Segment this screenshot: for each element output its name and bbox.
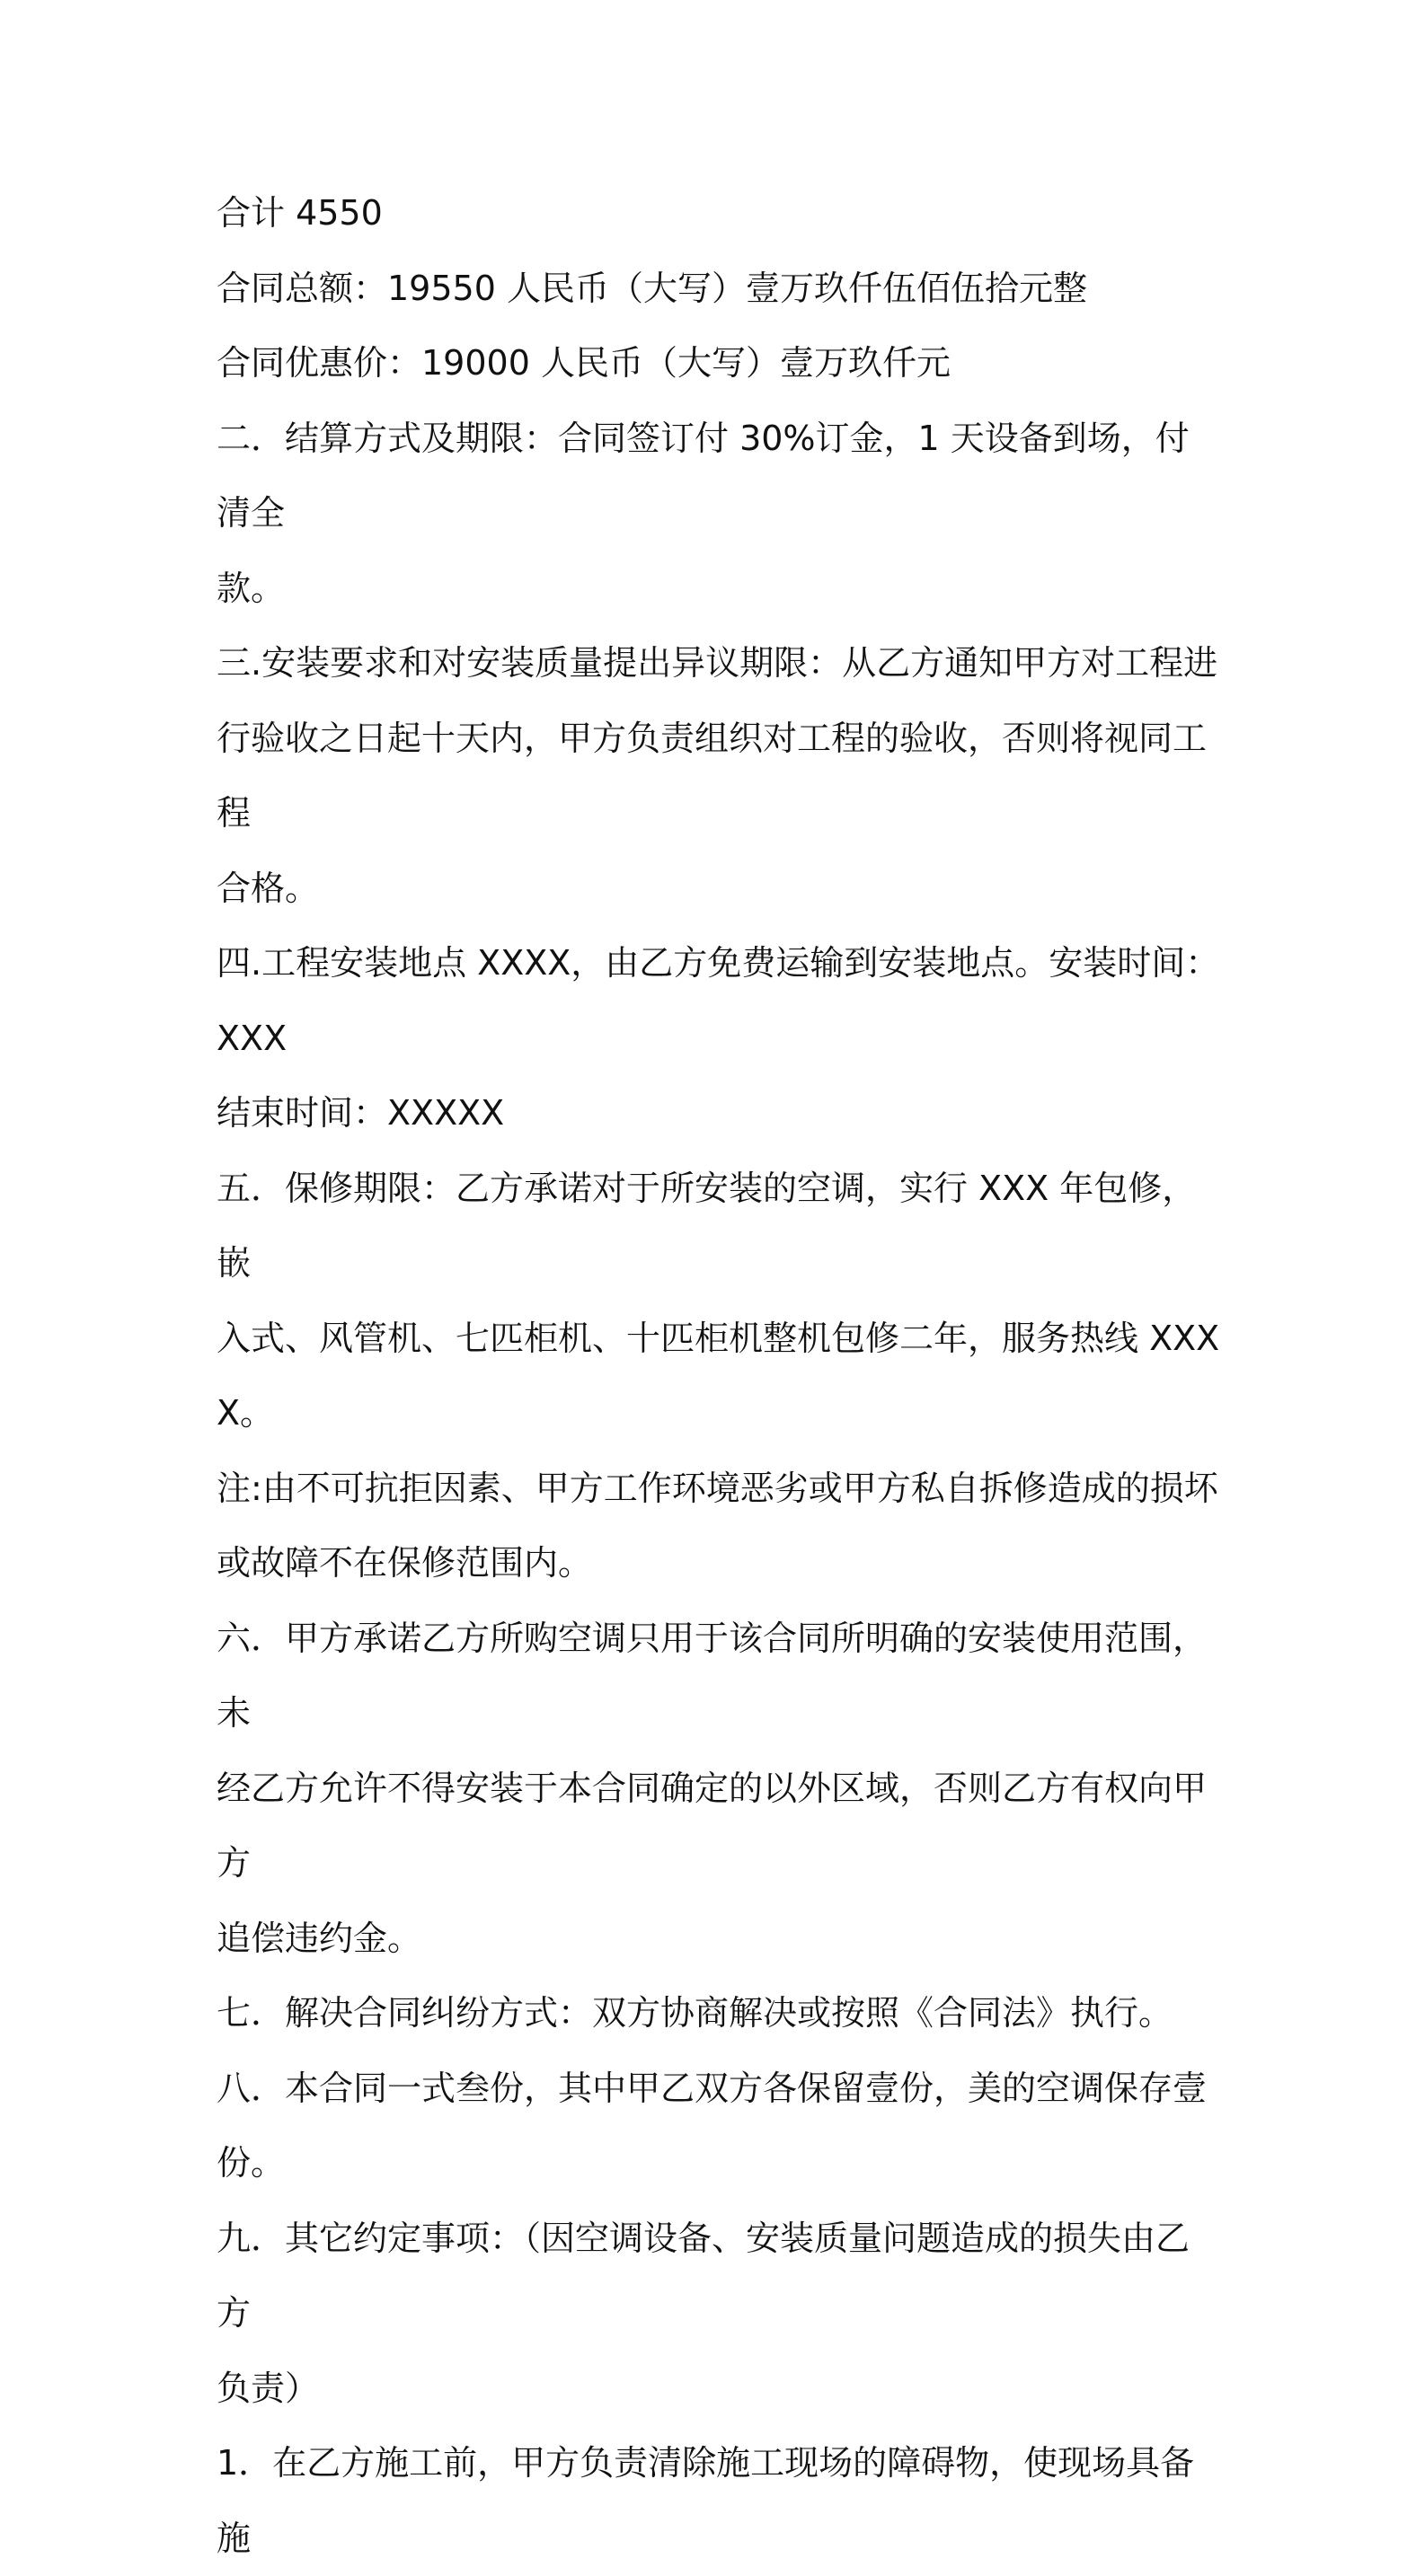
line-discount-price: 合同优惠价：19000 人民币（大写）壹万玖仟元 — [217, 343, 951, 383]
line-clause-9: 九．其它约定事项：（因空调设备、安装质量问题造成的损失由乙方 — [217, 2218, 1190, 2333]
line-clause-3-cont-2: 合格。 — [217, 868, 320, 908]
line-clause-5: 五．保修期限：乙方承诺对于所安装的空调，实行 XXX 年包修，嵌 — [217, 1168, 1197, 1283]
line-contract-amount: 合同总额：19550 人民币（大写）壹万玖仟伍佰伍拾元整 — [217, 268, 1087, 308]
line-clause-6-cont-2: 追偿违约金。 — [217, 1918, 422, 1958]
line-clause-7: 七．解决合同纠纷方式：双方协商解决或按照《合同法》执行。 — [217, 1993, 1173, 2033]
line-item-1: 1．在乙方施工前，甲方负责清除施工现场的障碍物，使现场具备施 — [217, 2443, 1195, 2558]
line-clause-6: 六．甲方承诺乙方所购空调只用于该合同所明确的安装使用范围，未 — [217, 1618, 1208, 1733]
line-clause-3: 三.安装要求和对安装质量提出异议期限：从乙方通知甲方对工程进 — [217, 643, 1218, 683]
line-clause-9-cont: 负责） — [217, 2368, 320, 2408]
line-clause-6-cont-1: 经乙方允许不得安装于本合同确定的以外区域，否则乙方有权向甲方 — [217, 1768, 1208, 1883]
document-body — [217, 176, 1223, 2576]
line-note: 注:由不可抗拒因素、甲方工作环境恶劣或甲方私自拆修造成的损坏 — [217, 1468, 1218, 1508]
line-clause-4-cont: 结束时间：XXXXX — [217, 1093, 505, 1133]
line-clause-5-cont: 入式、风管机、七匹柜机、十匹柜机整机包修二年，服务热线 XXXX。 — [217, 1318, 1220, 1433]
line-clause-4: 四.工程安装地点 XXXX，由乙方免费运输到安装地点。安装时间：XXX — [217, 943, 1220, 1058]
line-clause-8: 八．本合同一式叁份，其中甲乙双方各保留壹份，美的空调保存壹份。 — [217, 2068, 1208, 2183]
line-clause-2-cont: 款。 — [217, 568, 286, 608]
line-note-cont: 或故障不在保修范围内。 — [217, 1543, 593, 1583]
line-clause-2: 二．结算方式及期限：合同签订付 30%订金，1 天设备到场，付清全 — [217, 418, 1190, 533]
line-clause-3-cont-1: 行验收之日起十天内，甲方负责组织对工程的验收，否则将视同工程 — [217, 718, 1208, 833]
line-total: 合计 4550 — [217, 193, 383, 233]
